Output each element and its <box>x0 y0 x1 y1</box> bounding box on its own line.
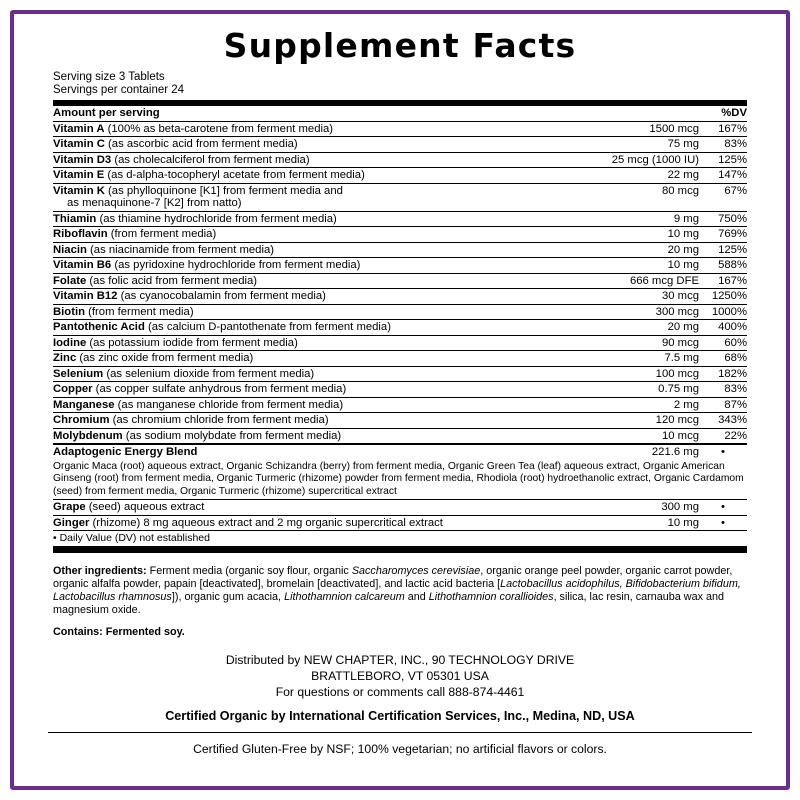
nutrient-amount: 90 mcg <box>604 335 699 351</box>
nutrient-name: Pantothenic Acid <box>53 321 145 333</box>
footnote-row <box>53 531 747 546</box>
nutrient-desc: (as potassium iodide from ferment media) <box>86 336 298 349</box>
header-amount-per-serving: Amount per serving <box>53 106 604 121</box>
table-row <box>53 351 747 367</box>
table-row <box>53 273 747 289</box>
nutrient-desc: (as d-alpha-tocopheryl acetate from ferment media) <box>104 169 365 181</box>
nutrient-dv: 400% <box>699 320 747 336</box>
nutrient-amount: 300 mcg <box>604 304 699 320</box>
other-italic-3: Lithothamnion calcareum <box>284 590 405 603</box>
table-row <box>53 183 747 211</box>
nutrient-amount: 0.75 mg <box>604 382 699 398</box>
servings-per-container: Servings per container 24 <box>53 84 185 96</box>
nutrient-name: Thiamin <box>53 212 97 225</box>
blend-description-row <box>53 460 747 500</box>
table-row <box>53 500 747 516</box>
nutrient-amount: 9 mg <box>604 211 699 227</box>
page-title: Supplement Facts <box>223 26 577 65</box>
other-italic-1: Saccharomyces cerevisiae <box>351 564 481 577</box>
nutrient-desc: (from ferment media) <box>85 305 194 318</box>
nutrient-dv: 769% <box>699 227 747 243</box>
nutrient-desc: (as niacinamide from ferment media) <box>86 243 274 256</box>
nutrient-desc: (as cholecalciferol from ferment media) <box>111 153 310 166</box>
nutrient-desc: (as chromium chloride from ferment media) <box>109 414 329 426</box>
nutrient-desc: (as pyridoxine hydrochloride from ferment media) <box>111 259 361 271</box>
nutrient-name: Folate <box>53 274 87 287</box>
nutrient-amount: 100 mcg <box>604 366 699 382</box>
blend-row <box>53 444 747 460</box>
nutrient-desc: (as zinc oxide from ferment media) <box>76 352 254 364</box>
nutrient-dv: 67% <box>699 183 747 211</box>
nutrient-name: Vitamin D3 <box>53 153 112 166</box>
header-dv: %DV <box>699 106 747 121</box>
nutrient-desc: (as phylloquinone [K1] from ferment media and <box>104 184 343 197</box>
dv-footnote: • Daily Value (DV) not established <box>53 532 210 544</box>
distributor-line-2: BRATTLEBORO, VT 05301 USA <box>311 669 489 684</box>
contains-statement: Contains: Fermented soy. <box>53 626 185 639</box>
nutrient-dv: 60% <box>699 335 747 351</box>
nutrient-amount: 2 mg <box>604 397 699 413</box>
table-row <box>53 382 747 398</box>
nutrient-desc: (as selenium dioxide from ferment media) <box>103 367 315 380</box>
nutrient-dv: 1250% <box>699 289 747 305</box>
other-text-4: and <box>404 590 429 603</box>
nutrient-amount: 10 mg <box>604 258 699 274</box>
nutrient-amount: 666 mcg DFE <box>604 273 699 289</box>
nutrient-amount: 300 mg <box>604 500 699 516</box>
table-row <box>53 211 747 227</box>
nutrient-dv: 147% <box>699 168 747 184</box>
nutrient-name: Copper <box>53 383 93 395</box>
nutrient-dv: 167% <box>699 273 747 289</box>
nutrient-amount: 10 mcg <box>604 428 699 444</box>
nutrient-dv: 343% <box>699 413 747 429</box>
other-italic-4: Lithothamnion corallioides <box>428 590 554 603</box>
nutrient-dv: 588% <box>699 258 747 274</box>
nutrient-dv: 83% <box>699 382 747 398</box>
nutrient-amount: 25 mcg (1000 IU) <box>604 152 699 168</box>
contact-line: For questions or comments call 888-874-4461 <box>275 685 525 700</box>
table-row <box>53 242 747 258</box>
nutrient-desc: (rhizome) 8 mg aqueous extract and 2 mg organic supercritical extract <box>89 516 443 529</box>
other-ingredients-label: Other ingredients: <box>53 564 147 577</box>
nutrient-dv: 68% <box>699 351 747 367</box>
nutrient-dv: 83% <box>699 137 747 153</box>
nutrient-dv: 167% <box>699 121 747 137</box>
header-spacer <box>604 106 699 121</box>
rule-thick-bottom <box>53 546 747 553</box>
table-row <box>53 397 747 413</box>
blend-description: Organic Maca (root) aqueous extract, Organic Schizandra (berry) from ferment media, Organic Green Tea (leaf) aqueous extract, Organic American Ginseng (root) from ferment media, Organic Turmeric (rhizome) powder from ferment media, Rhodiola (root) hydroethanolic extract, Organic Cardamom (seed) from ferment media, Organic Turmeric (rhizome) supercritical extract <box>53 460 747 500</box>
nutrient-name: Riboflavin <box>53 228 108 240</box>
nutrient-amount: 30 mcg <box>604 289 699 305</box>
table-row <box>53 335 747 351</box>
nutrient-amount: 75 mg <box>604 137 699 153</box>
nutrient-name: Vitamin E <box>53 169 105 181</box>
nutrient-name: Biotin <box>53 305 85 318</box>
nutrient-name: Grape <box>53 501 86 513</box>
nutrient-desc: (from ferment media) <box>107 228 217 240</box>
table-row <box>53 428 747 444</box>
nutrient-name: Molybdenum <box>53 429 123 442</box>
nutrient-amount: 7.5 mg <box>604 351 699 367</box>
table-row <box>53 366 747 382</box>
nutrient-dv: • <box>699 515 747 531</box>
serving-size: Serving size 3 Tablets <box>53 71 165 83</box>
nutrient-name: Chromium <box>53 414 110 426</box>
nutrient-desc: (as copper sulfate anhydrous from ferment media) <box>92 383 347 395</box>
nutrient-name: Ginger <box>53 516 90 529</box>
nutrient-name: Vitamin C <box>53 138 105 150</box>
nutrient-name: Iodine <box>53 336 87 349</box>
nutrient-desc: (as thiamine hydrochloride from ferment media) <box>96 212 337 225</box>
nutrient-amount: 20 mg <box>604 242 699 258</box>
table-row <box>53 289 747 305</box>
nutrient-desc: (as calcium D-pantothenate from ferment media) <box>144 321 391 333</box>
table-row <box>53 320 747 336</box>
nutrient-amount: 1500 mcg <box>604 121 699 137</box>
nutrient-desc-line2: as menaquinone-7 [K2] from natto) <box>67 197 242 209</box>
nutrient-dv: 87% <box>699 397 747 413</box>
nutrient-desc: (as sodium molybdate from ferment media) <box>122 429 342 442</box>
table-header-row <box>53 106 747 121</box>
table-row <box>53 304 747 320</box>
other-ingredients <box>53 565 747 618</box>
nutrient-dv: 125% <box>699 242 747 258</box>
nutrient-desc: (as manganese chloride from ferment media) <box>114 398 344 411</box>
table-row <box>53 515 747 531</box>
label-content <box>40 26 760 756</box>
blend-name: Adaptogenic Energy Blend <box>53 446 198 458</box>
table-row <box>53 168 747 184</box>
nutrient-name: Niacin <box>53 243 87 256</box>
nutrient-dv: 22% <box>699 428 747 444</box>
nutrient-desc: (100% as beta-carotene from ferment media) <box>104 122 334 135</box>
nutrient-name: Vitamin A <box>53 122 105 135</box>
divider-rule <box>48 732 752 733</box>
nutrient-desc: (as cyanocobalamin from ferment media) <box>117 290 326 302</box>
nutrient-name: Vitamin B6 <box>53 259 112 271</box>
nutrient-name: Manganese <box>53 398 115 411</box>
certified-organic-statement: Certified Organic by International Certification Services, Inc., Medina, ND, USA <box>165 709 635 724</box>
nutrient-dv: • <box>699 500 747 516</box>
other-text-1: Ferment media (organic soy flour, organic <box>146 564 352 577</box>
nutrient-amount: 10 mg <box>604 227 699 243</box>
distributor-block <box>40 652 760 700</box>
table-row <box>53 137 747 153</box>
nutrient-name: Vitamin B12 <box>53 290 118 302</box>
table-row <box>53 227 747 243</box>
nutrient-amount: 80 mcg <box>604 183 699 211</box>
nutrient-desc: (as ascorbic acid from ferment media) <box>104 138 298 150</box>
blend-dv: • <box>699 444 747 460</box>
other-text-2: , organic orange peel powder, organic carrot powder, organic alfalfa powder, papain [deactivated], bromelain [deactivated], and lactic acid bacteria [ <box>53 564 733 590</box>
table-row <box>53 413 747 429</box>
other-text-3: ]), organic gum acacia, <box>171 590 285 603</box>
nutrient-dv: 750% <box>699 211 747 227</box>
gluten-free-statement: Certified Gluten-Free by NSF; 100% vegetarian; no artificial flavors or colors. <box>193 742 607 757</box>
nutrient-name: Vitamin K <box>53 184 105 197</box>
nutrient-desc: (seed) aqueous extract <box>85 501 205 513</box>
nutrient-amount: 22 mg <box>604 168 699 184</box>
other-italic-2: Lactobacillus acidophilus, Bifidobacterium bifidum, Lactobacillus rhamnosus <box>53 577 741 603</box>
nutrient-amount: 10 mg <box>604 515 699 531</box>
nutrient-dv: 182% <box>699 366 747 382</box>
distributor-line-1: Distributed by NEW CHAPTER, INC., 90 TECHNOLOGY DRIVE <box>225 653 575 668</box>
other-text-5: , silica, lac resin, carnauba wax and magnesium oxide. <box>53 590 724 617</box>
nutrition-table <box>53 106 747 546</box>
nutrient-amount: 20 mg <box>604 320 699 336</box>
table-row <box>53 258 747 274</box>
nutrient-desc: (as folic acid from ferment media) <box>86 274 258 287</box>
nutrient-dv: 125% <box>699 152 747 168</box>
nutrient-amount: 120 mcg <box>604 413 699 429</box>
table-row <box>53 152 747 168</box>
table-row <box>53 121 747 137</box>
nutrient-name: Zinc <box>53 352 77 364</box>
nutrient-name: Selenium <box>53 367 104 380</box>
nutrient-dv: 1000% <box>699 304 747 320</box>
blend-amount: 221.6 mg <box>604 444 699 460</box>
facts-panel <box>53 71 747 553</box>
